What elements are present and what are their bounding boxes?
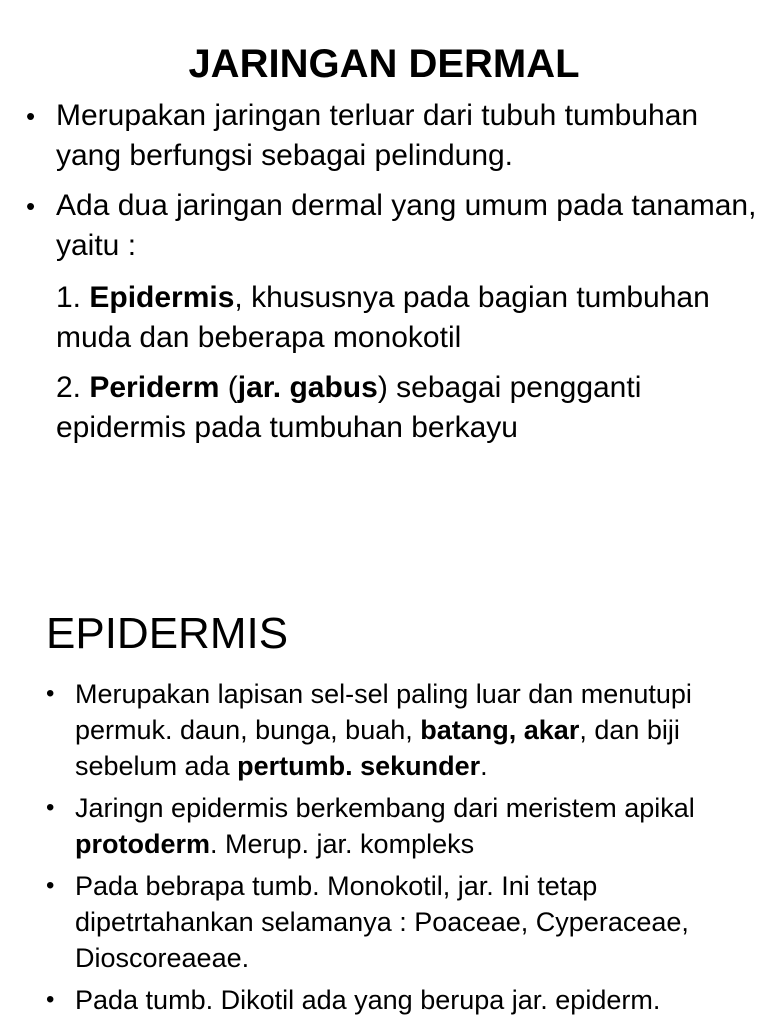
bullet-icon: • (46, 794, 55, 821)
bullet-icon: • (26, 191, 36, 221)
list-item (0, 186, 768, 266)
bullet-text: . (480, 751, 488, 781)
item-text: ( (219, 371, 238, 404)
term-jar-gabus: jar. gabus (237, 371, 378, 404)
list-item (0, 790, 768, 862)
item-text: ) sebagai pengganti epidermis pada tumbuhan berkayu (56, 371, 642, 444)
list-item (0, 868, 768, 976)
bullet-text: Merupakan jaringan terluar dari tubuh tumbuhan yang berfungsi sebagai pelindung. (56, 99, 699, 172)
list-item (0, 676, 768, 784)
bullet-text: Merupakan lapisan sel-sel paling luar dan menutupi permuk. daun, bunga, buah, (75, 679, 692, 745)
item-number: 2. (56, 371, 90, 404)
item-number: 1. (56, 281, 90, 314)
bullet-text: Pada tumb. Dikotil ada yang berupa jar. epiderm. (75, 985, 661, 1015)
list-item (0, 982, 768, 1018)
numbered-list (56, 278, 756, 458)
term-periderm: Periderm (89, 371, 220, 404)
bullet-list (0, 96, 768, 276)
numbered-item-periderm (56, 368, 756, 448)
bullet-text: . Merup. jar. kompleks (210, 829, 475, 859)
slide-title: EPIDERMIS (46, 609, 289, 658)
item-text: , khususnya pada bagian tumbuhan muda dan beberapa monokotil (56, 281, 710, 354)
bullet-icon: • (46, 872, 55, 899)
bullet-icon: • (46, 680, 55, 707)
bullet-text: Ada dua jaringan dermal yang umum pada tanaman, yaitu : (56, 189, 757, 262)
bullet-text: , dan biji sebelum ada (75, 715, 680, 781)
bold-term: batang, akar (420, 715, 580, 745)
bold-term: protoderm (75, 829, 210, 859)
bullet-list (0, 676, 768, 1024)
slide-title: JARINGAN DERMAL (188, 42, 580, 86)
term-epidermis: Epidermis (89, 281, 235, 314)
numbered-item-epidermis (56, 278, 756, 358)
bullet-text: Pada bebrapa tumb. Monokotil, jar. Ini tetap dipetrtahankan selamanya : Poaceae, Cyperaceae, Dioscoreaeae. (75, 871, 689, 973)
bullet-text: Jaringn epidermis berkembang dari meristem apikal (75, 793, 695, 823)
list-item (0, 96, 768, 176)
bullet-icon: • (26, 101, 36, 131)
slide-epidermis (0, 512, 768, 1024)
bullet-icon: • (46, 986, 55, 1013)
bold-term: pertumb. sekunder (237, 751, 481, 781)
